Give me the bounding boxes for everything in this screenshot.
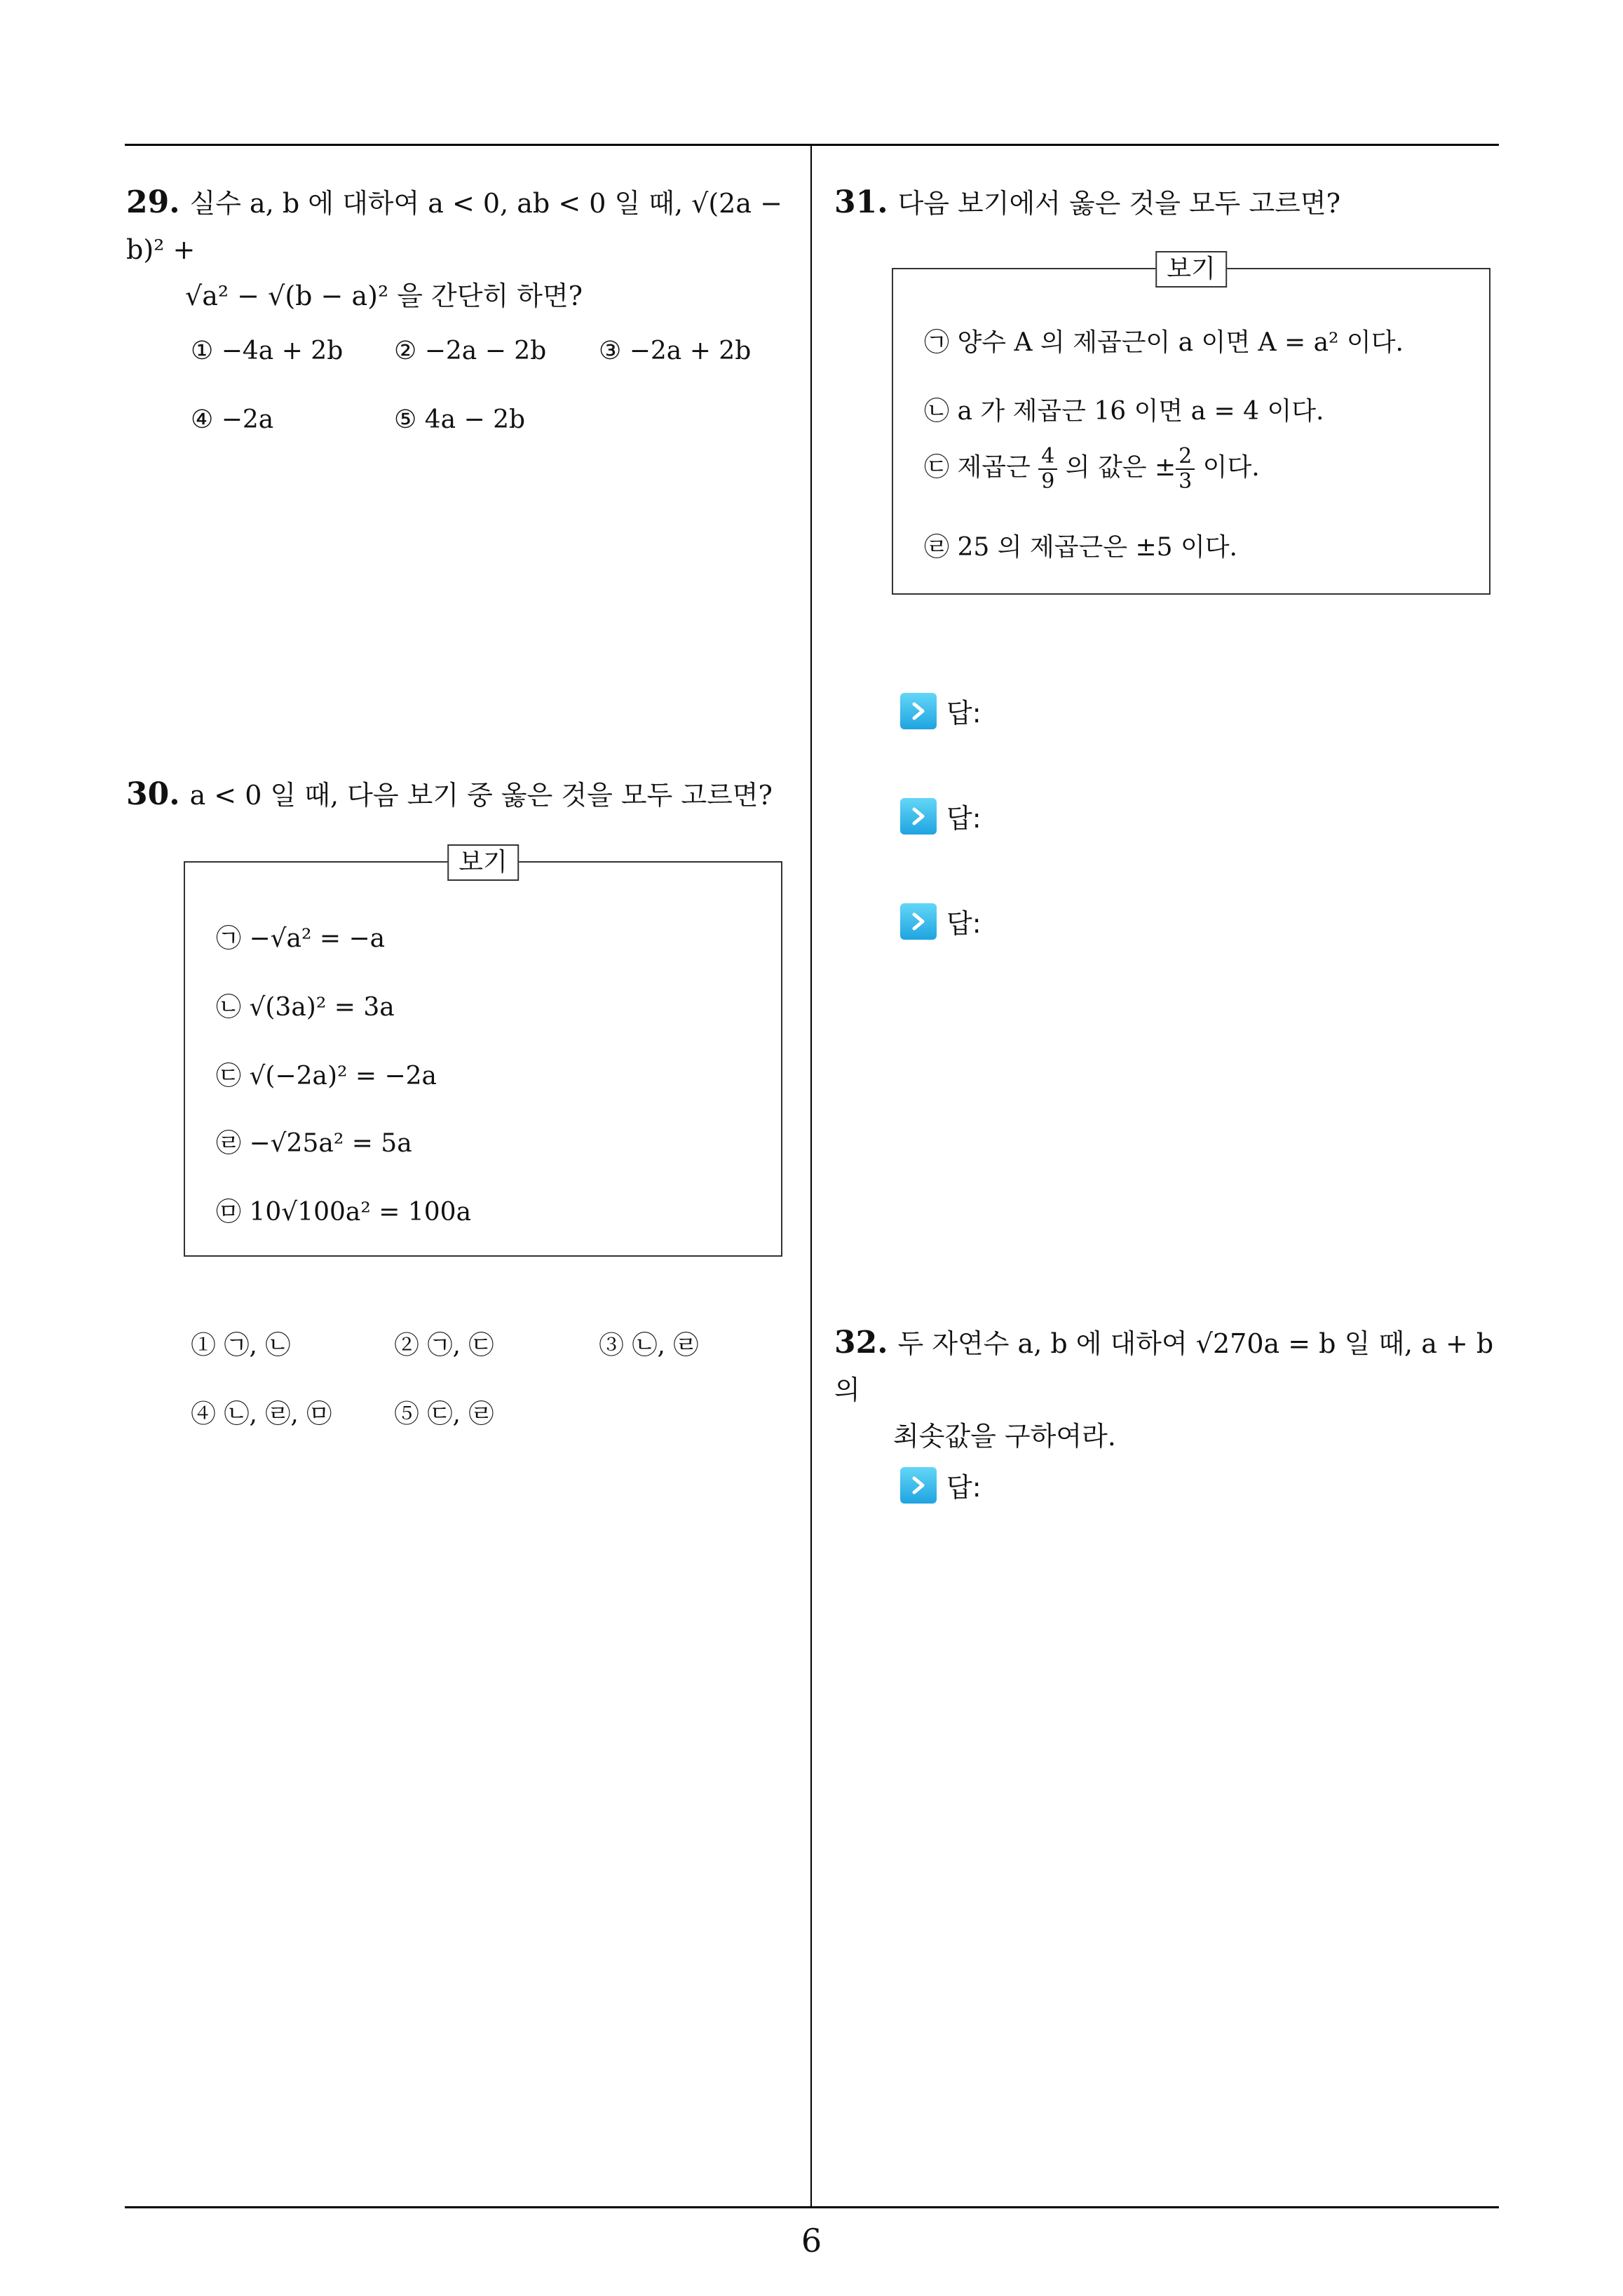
question-32 — [834, 1320, 1507, 1459]
choice-1[interactable]: ① −4a + 2b — [191, 337, 344, 365]
bogi-item: ㉤ 10√100a² = 100a — [216, 1198, 472, 1227]
question-30 — [126, 771, 799, 818]
question-31-bogi-box — [892, 255, 1490, 595]
question-text: 다음 보기에서 옳은 것을 모두 고르면? — [897, 188, 1340, 219]
bogi-item: ㉡ √(3a)² = 3a — [216, 993, 395, 1022]
choice-2[interactable]: ② ㉠, ㉢ — [394, 1331, 494, 1360]
answer-arrow-icon — [900, 1467, 937, 1504]
choice-4[interactable]: ④ −2a — [191, 405, 274, 434]
answer-field[interactable] — [900, 691, 982, 730]
top-rule — [125, 144, 1499, 146]
answer-arrow-icon — [900, 903, 937, 940]
question-number: 29. — [126, 184, 180, 220]
choice-2[interactable]: ② −2a − 2b — [394, 337, 547, 365]
bogi-item: ㉣ −√25a² = 5a — [216, 1129, 412, 1158]
answer-arrow-icon — [900, 693, 937, 729]
page-number: 6 — [801, 2222, 822, 2260]
bogi-title: 보기 — [447, 844, 519, 881]
bottom-rule — [125, 2206, 1499, 2208]
answer-field[interactable] — [900, 902, 982, 940]
column-divider — [810, 144, 812, 2207]
choice-5[interactable]: ⑤ ㉢, ㉣ — [394, 1400, 494, 1429]
answer-label: 답: — [946, 803, 982, 834]
question-text: 두 자연수 a, b 에 대하여 √270a = b 일 때, a + b 의 — [834, 1328, 1494, 1405]
bogi-item: ㉢ √(−2a)² = −2a — [216, 1062, 437, 1090]
answer-arrow-icon — [900, 798, 937, 835]
choice-4[interactable]: ④ ㉡, ㉣, ㉤ — [191, 1400, 332, 1429]
choice-1[interactable]: ① ㉠, ㉡ — [191, 1331, 291, 1360]
bogi-item: ㉠ −√a² = −a — [216, 924, 386, 953]
question-30-bogi-box — [184, 848, 782, 1257]
bogi-title: 보기 — [1155, 251, 1227, 288]
question-number: 32. — [834, 1325, 888, 1360]
question-32-line2: 최솟값을 구하여라. — [893, 1421, 1116, 1452]
question-number: 30. — [126, 776, 180, 812]
bogi-item: ㉠ 양수 A 의 제곱근이 a 이면 A = a² 이다. — [924, 328, 1404, 357]
question-29-line1 — [126, 180, 799, 273]
question-number: 31. — [834, 184, 888, 220]
fraction: $\frac{2}{3}$ — [1176, 445, 1195, 494]
answer-field[interactable] — [900, 1466, 982, 1504]
answer-label: 답: — [946, 1472, 982, 1503]
choice-3[interactable]: ③ ㉡, ㉣ — [599, 1331, 699, 1360]
choice-3[interactable]: ③ −2a + 2b — [599, 337, 752, 365]
answer-label: 답: — [946, 698, 982, 729]
bogi-item-fraction: ㉢ 제곱근 $\frac{4}{9}$ 의 값은 ± $\frac{2}{3}$ 이다. — [924, 444, 1260, 494]
bogi-item: ㉣ 25 의 제곱근은 ±5 이다. — [924, 533, 1237, 562]
bogi-item: ㉡ a 가 제곱근 16 이면 a = 4 이다. — [924, 397, 1324, 426]
question-32-line1 — [834, 1320, 1507, 1413]
question-text: 실수 a, b 에 대하여 a < 0, ab < 0 일 때, √(2a − b)² + — [126, 188, 782, 265]
question-31 — [834, 180, 1493, 227]
question-29 — [126, 180, 799, 319]
fraction: $\frac{4}{9}$ — [1038, 445, 1057, 494]
choice-5[interactable]: ⑤ 4a − 2b — [394, 405, 526, 434]
answer-field[interactable] — [900, 797, 982, 835]
question-29-line2: √a² − √(b − a)² 을 간단히 하면? — [185, 281, 583, 311]
question-text: a < 0 일 때, 다음 보기 중 옳은 것을 모두 고르면? — [189, 780, 773, 811]
answer-label: 답: — [946, 908, 982, 939]
